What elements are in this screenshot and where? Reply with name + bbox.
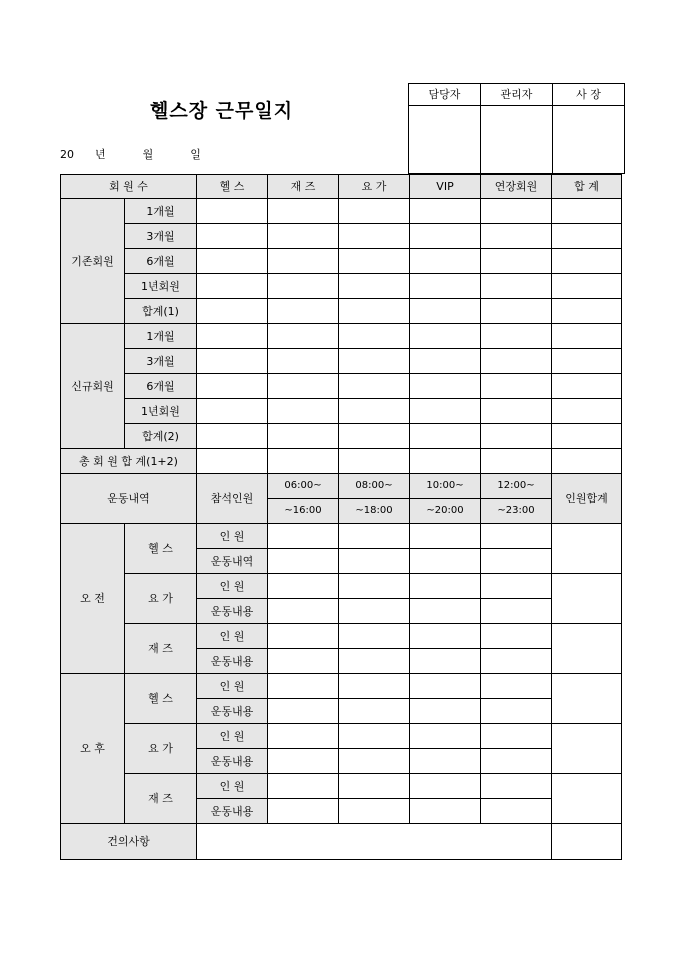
slot-start: 06:00~ <box>268 474 339 499</box>
input-cell[interactable] <box>339 574 410 599</box>
input-cell[interactable] <box>339 699 410 724</box>
slot-end: ~20:00 <box>410 499 481 524</box>
input-cell[interactable] <box>339 774 410 799</box>
sub-label: 운동내역 <box>197 549 268 574</box>
input-cell[interactable] <box>339 249 410 274</box>
input-cell[interactable] <box>410 299 481 324</box>
input-cell[interactable] <box>481 199 552 224</box>
slot-start: 08:00~ <box>339 474 410 499</box>
input-cell[interactable] <box>481 224 552 249</box>
input-cell[interactable] <box>410 674 481 699</box>
sub-label: 인 원 <box>197 674 268 699</box>
input-cell[interactable] <box>268 374 339 399</box>
input-cell[interactable] <box>552 274 622 299</box>
input-cell[interactable] <box>410 424 481 449</box>
members-header-label: 회 원 수 <box>61 175 197 199</box>
row-label: 1개월 <box>125 324 197 349</box>
program-label: 요 가 <box>125 574 197 624</box>
input-cell[interactable] <box>410 749 481 774</box>
sub-label: 운동내용 <box>197 599 268 624</box>
input-cell[interactable] <box>481 274 552 299</box>
suggestion-input[interactable] <box>197 824 552 860</box>
sub-label: 인 원 <box>197 524 268 549</box>
input-cell[interactable] <box>268 274 339 299</box>
am-label: 오 전 <box>61 524 125 674</box>
input-cell[interactable] <box>410 374 481 399</box>
input-cell[interactable] <box>268 599 339 624</box>
sub-label: 인 원 <box>197 724 268 749</box>
suggestion-label: 건의사항 <box>61 824 197 860</box>
col-total: 합 계 <box>552 175 622 199</box>
input-cell[interactable] <box>339 349 410 374</box>
date-month: 월 <box>142 148 154 161</box>
input-cell[interactable] <box>410 324 481 349</box>
input-cell[interactable] <box>339 524 410 549</box>
input-cell[interactable] <box>339 449 410 474</box>
input-cell[interactable] <box>339 724 410 749</box>
input-cell[interactable] <box>197 249 268 274</box>
col-jazz: 재 즈 <box>268 175 339 199</box>
input-cell[interactable] <box>481 524 552 549</box>
input-cell[interactable] <box>481 699 552 724</box>
input-cell[interactable] <box>481 399 552 424</box>
new-members-label: 신규회원 <box>61 324 125 449</box>
input-cell[interactable] <box>268 399 339 424</box>
input-cell[interactable] <box>481 324 552 349</box>
input-cell[interactable] <box>410 399 481 424</box>
sum-cell[interactable] <box>552 624 622 674</box>
row-label: 1년회원 <box>125 274 197 299</box>
input-cell[interactable] <box>197 424 268 449</box>
sum-cell[interactable] <box>552 774 622 824</box>
sum-label: 인원합계 <box>552 474 622 524</box>
slot-end: ~16:00 <box>268 499 339 524</box>
input-cell[interactable] <box>339 624 410 649</box>
input-cell[interactable] <box>268 349 339 374</box>
input-cell[interactable] <box>197 199 268 224</box>
input-cell[interactable] <box>268 724 339 749</box>
input-cell[interactable] <box>481 549 552 574</box>
input-cell[interactable] <box>268 449 339 474</box>
input-cell[interactable] <box>197 224 268 249</box>
input-cell[interactable] <box>552 349 622 374</box>
attend-label: 참석인원 <box>197 474 268 524</box>
input-cell[interactable] <box>481 624 552 649</box>
row-label: 합계(2) <box>125 424 197 449</box>
input-cell[interactable] <box>552 374 622 399</box>
input-cell[interactable] <box>481 799 552 824</box>
input-cell[interactable] <box>552 249 622 274</box>
input-cell[interactable] <box>552 224 622 249</box>
input-cell[interactable] <box>268 199 339 224</box>
input-cell[interactable] <box>481 449 552 474</box>
input-cell[interactable] <box>410 799 481 824</box>
sum-cell[interactable] <box>552 724 622 774</box>
pm-label: 오 후 <box>61 674 125 824</box>
input-cell[interactable] <box>268 624 339 649</box>
approval-header-supervisor: 관리자 <box>481 84 553 106</box>
approval-table <box>408 83 625 174</box>
suggestion-extra-cell[interactable] <box>552 824 622 860</box>
input-cell[interactable] <box>339 799 410 824</box>
input-cell[interactable] <box>197 399 268 424</box>
row-label: 3개월 <box>125 349 197 374</box>
sub-label: 인 원 <box>197 774 268 799</box>
input-cell[interactable] <box>481 249 552 274</box>
input-cell[interactable] <box>339 649 410 674</box>
approval-header-president: 사 장 <box>553 84 625 106</box>
input-cell[interactable] <box>552 424 622 449</box>
slot-start: 12:00~ <box>481 474 552 499</box>
input-cell[interactable] <box>268 324 339 349</box>
row-label: 1년회원 <box>125 399 197 424</box>
input-cell[interactable] <box>268 549 339 574</box>
input-cell[interactable] <box>339 749 410 774</box>
input-cell[interactable] <box>410 574 481 599</box>
slot-end: ~23:00 <box>481 499 552 524</box>
approval-header-manager: 담당자 <box>409 84 481 106</box>
exercise-header-label: 운동내역 <box>61 474 197 524</box>
input-cell[interactable] <box>410 699 481 724</box>
col-vip: VIP <box>410 175 481 199</box>
total-members-label: 총 회 원 합 계(1+2) <box>61 449 197 474</box>
input-cell[interactable] <box>481 374 552 399</box>
sub-label: 운동내용 <box>197 699 268 724</box>
input-cell[interactable] <box>197 374 268 399</box>
sum-cell[interactable] <box>552 574 622 624</box>
input-cell[interactable] <box>339 674 410 699</box>
input-cell[interactable] <box>552 299 622 324</box>
input-cell[interactable] <box>197 299 268 324</box>
sub-label: 운동내용 <box>197 649 268 674</box>
input-cell[interactable] <box>481 724 552 749</box>
row-label: 1개월 <box>125 199 197 224</box>
input-cell[interactable] <box>268 249 339 274</box>
sum-cell[interactable] <box>552 524 622 574</box>
col-health: 헬 스 <box>197 175 268 199</box>
input-cell[interactable] <box>268 299 339 324</box>
input-cell[interactable] <box>339 274 410 299</box>
input-cell[interactable] <box>268 674 339 699</box>
col-extended: 연장회원 <box>481 175 552 199</box>
input-cell[interactable] <box>268 424 339 449</box>
input-cell[interactable] <box>268 224 339 249</box>
input-cell[interactable] <box>339 424 410 449</box>
input-cell[interactable] <box>410 249 481 274</box>
sub-label: 인 원 <box>197 574 268 599</box>
input-cell[interactable] <box>552 199 622 224</box>
input-cell[interactable] <box>197 324 268 349</box>
row-label: 합계(1) <box>125 299 197 324</box>
slot-end: ~18:00 <box>339 499 410 524</box>
input-cell[interactable] <box>552 399 622 424</box>
row-label: 3개월 <box>125 224 197 249</box>
program-label: 헬 스 <box>125 674 197 724</box>
input-cell[interactable] <box>197 274 268 299</box>
input-cell[interactable] <box>481 774 552 799</box>
input-cell[interactable] <box>552 324 622 349</box>
sign-cell[interactable] <box>481 106 553 174</box>
program-label: 재 즈 <box>125 624 197 674</box>
input-cell[interactable] <box>481 674 552 699</box>
input-cell[interactable] <box>410 449 481 474</box>
input-cell[interactable] <box>410 774 481 799</box>
col-yoga: 요 가 <box>339 175 410 199</box>
input-cell[interactable] <box>410 724 481 749</box>
row-label: 6개월 <box>125 249 197 274</box>
input-cell[interactable] <box>481 649 552 674</box>
program-label: 헬 스 <box>125 524 197 574</box>
input-cell[interactable] <box>481 424 552 449</box>
slot-start: 10:00~ <box>410 474 481 499</box>
input-cell[interactable] <box>410 274 481 299</box>
input-cell[interactable] <box>410 549 481 574</box>
input-cell[interactable] <box>552 449 622 474</box>
sign-cell[interactable] <box>409 106 481 174</box>
input-cell[interactable] <box>197 449 268 474</box>
input-cell[interactable] <box>410 624 481 649</box>
sub-label: 인 원 <box>197 624 268 649</box>
program-label: 요 가 <box>125 724 197 774</box>
sub-label: 운동내용 <box>197 749 268 774</box>
input-cell[interactable] <box>339 324 410 349</box>
input-cell[interactable] <box>339 549 410 574</box>
row-label: 6개월 <box>125 374 197 399</box>
input-cell[interactable] <box>481 749 552 774</box>
existing-members-label: 기존회원 <box>61 199 125 324</box>
input-cell[interactable] <box>410 599 481 624</box>
date-year: 년 <box>95 148 106 161</box>
input-cell[interactable] <box>410 224 481 249</box>
input-cell[interactable] <box>339 599 410 624</box>
date-year-prefix: 20 <box>60 148 74 161</box>
input-cell[interactable] <box>339 399 410 424</box>
input-cell[interactable] <box>481 574 552 599</box>
input-cell[interactable] <box>410 349 481 374</box>
date-day: 일 <box>190 148 201 161</box>
sub-label: 운동내용 <box>197 799 268 824</box>
input-cell[interactable] <box>268 774 339 799</box>
input-cell[interactable] <box>481 299 552 324</box>
page-title: 헬스장 근무일지 <box>150 100 294 122</box>
input-cell[interactable] <box>197 349 268 374</box>
input-cell[interactable] <box>339 299 410 324</box>
input-cell[interactable] <box>268 649 339 674</box>
input-cell[interactable] <box>339 199 410 224</box>
input-cell[interactable] <box>410 649 481 674</box>
sum-cell[interactable] <box>552 674 622 724</box>
input-cell[interactable] <box>268 699 339 724</box>
date-line <box>60 146 201 162</box>
input-cell[interactable] <box>268 749 339 774</box>
program-label: 재 즈 <box>125 774 197 824</box>
sign-cell[interactable] <box>553 106 625 174</box>
input-cell[interactable] <box>268 574 339 599</box>
input-cell[interactable] <box>481 349 552 374</box>
input-cell[interactable] <box>268 799 339 824</box>
input-cell[interactable] <box>410 524 481 549</box>
input-cell[interactable] <box>410 199 481 224</box>
input-cell[interactable] <box>339 374 410 399</box>
input-cell[interactable] <box>339 224 410 249</box>
input-cell[interactable] <box>481 599 552 624</box>
input-cell[interactable] <box>268 524 339 549</box>
log-table <box>60 174 622 860</box>
